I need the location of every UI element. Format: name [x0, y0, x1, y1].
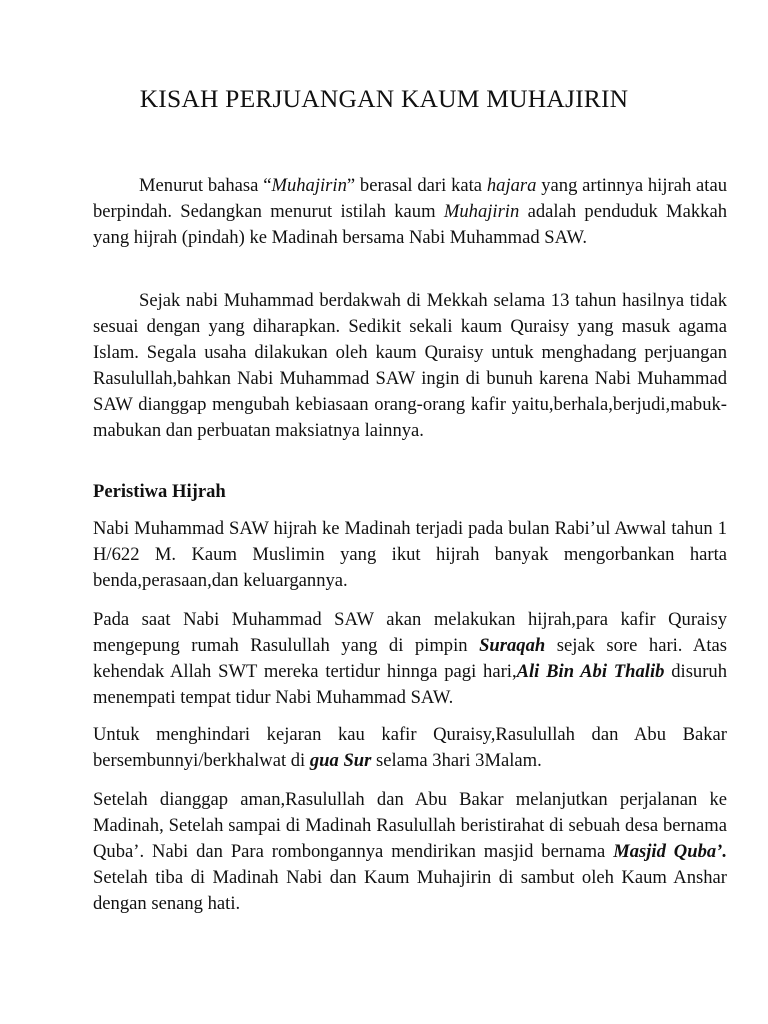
- text-run: ” berasal dari kata: [346, 175, 487, 196]
- italic-term: Muhajirin: [443, 201, 520, 222]
- italic-term: Muhajirin: [271, 175, 347, 196]
- page-title: KISAH PERJUANGAN KAUM MUHAJIRIN: [139, 84, 629, 113]
- bold-italic-place: gua Sur: [309, 750, 372, 771]
- text-run: selama 3hari 3Malam.: [371, 750, 542, 771]
- text-run: yang artinnya hijrah atau berpindah. Sedangkan menurut istilah kaum: [93, 175, 728, 222]
- paragraph-hijrah-date: Nabi Muhammad SAW hijrah ke Madinah terjadi pada bulan Rabi’ul Awwal tahun 1 H/622 M. Kaum Muslimin yang ikut hijrah banyak mengorbankan harta benda,perasaan,dan keluargannya.: [93, 518, 727, 591]
- text-run: adalah penduduk Makkah yang hijrah (pindah) ke Madinah bersama Nabi Muhammad SAW.: [93, 201, 727, 248]
- paragraph-definition: [93, 173, 727, 251]
- bold-italic-place: Masjid Quba’.: [613, 841, 728, 862]
- section-heading: Peristiwa Hijrah: [93, 481, 226, 502]
- paragraph-siege: [93, 607, 727, 711]
- text-run: Untuk menghindari kejaran kau kafir Quraisy,Rasulullah dan Abu Bakar bersembunnyi/berkhalwat di: [93, 724, 727, 771]
- text-run: Setelah tiba di Madinah Nabi dan Kaum Muhajirin di sambut oleh Kaum Anshar dengan senang hati.: [93, 867, 727, 914]
- paragraph-dakwah: Sejak nabi Muhammad berdakwah di Mekkah selama 13 tahun hasilnya tidak sesuai dengan yang diharapkan. Sedikit sekali kaum Quraisy yang masuk agama Islam. Segala usaha dilakukan oleh kaum Quraisy untuk menghadang perjuangan Rasulullah,bahkan Nabi Muhammad SAW ingin di bunuh karena Nabi Muhammad SAW dianggap mengubah kebiasaan orang-orang kafir yaitu,berhala,berjudi,mabuk-mabukan dan perbuatan maksiatnya lainnya.: [93, 290, 727, 441]
- text-run: Menurut bahasa “: [139, 175, 272, 196]
- paragraph-cave: [93, 722, 727, 774]
- text-run: disuruh menempati tempat tidur Nabi Muhammad SAW.: [93, 661, 728, 708]
- bold-italic-name: Suraqah: [479, 635, 546, 656]
- text-run: Pada saat Nabi Muhammad SAW akan melakukan hijrah,para kafir Quraisy mengepung rumah Rasulullah yang di pimpin: [93, 609, 727, 656]
- text-run: sejak sore hari. Atas kehendak Allah SWT mereka tertidur hinnga pagi hari,: [93, 635, 728, 682]
- text-run: Setelah dianggap aman,Rasulullah dan Abu Bakar melanjutkan perjalanan ke Madinah, Setelah sampai di Madinah Rasulullah beristirahat di sebuah desa bernama Quba’. Nabi dan Para rombongannya mendirikan masjid bernama: [93, 789, 727, 862]
- paragraph-arrival: [93, 787, 727, 917]
- bold-italic-name: Ali Bin Abi Thalib: [516, 661, 665, 682]
- italic-term: hajara: [486, 175, 537, 196]
